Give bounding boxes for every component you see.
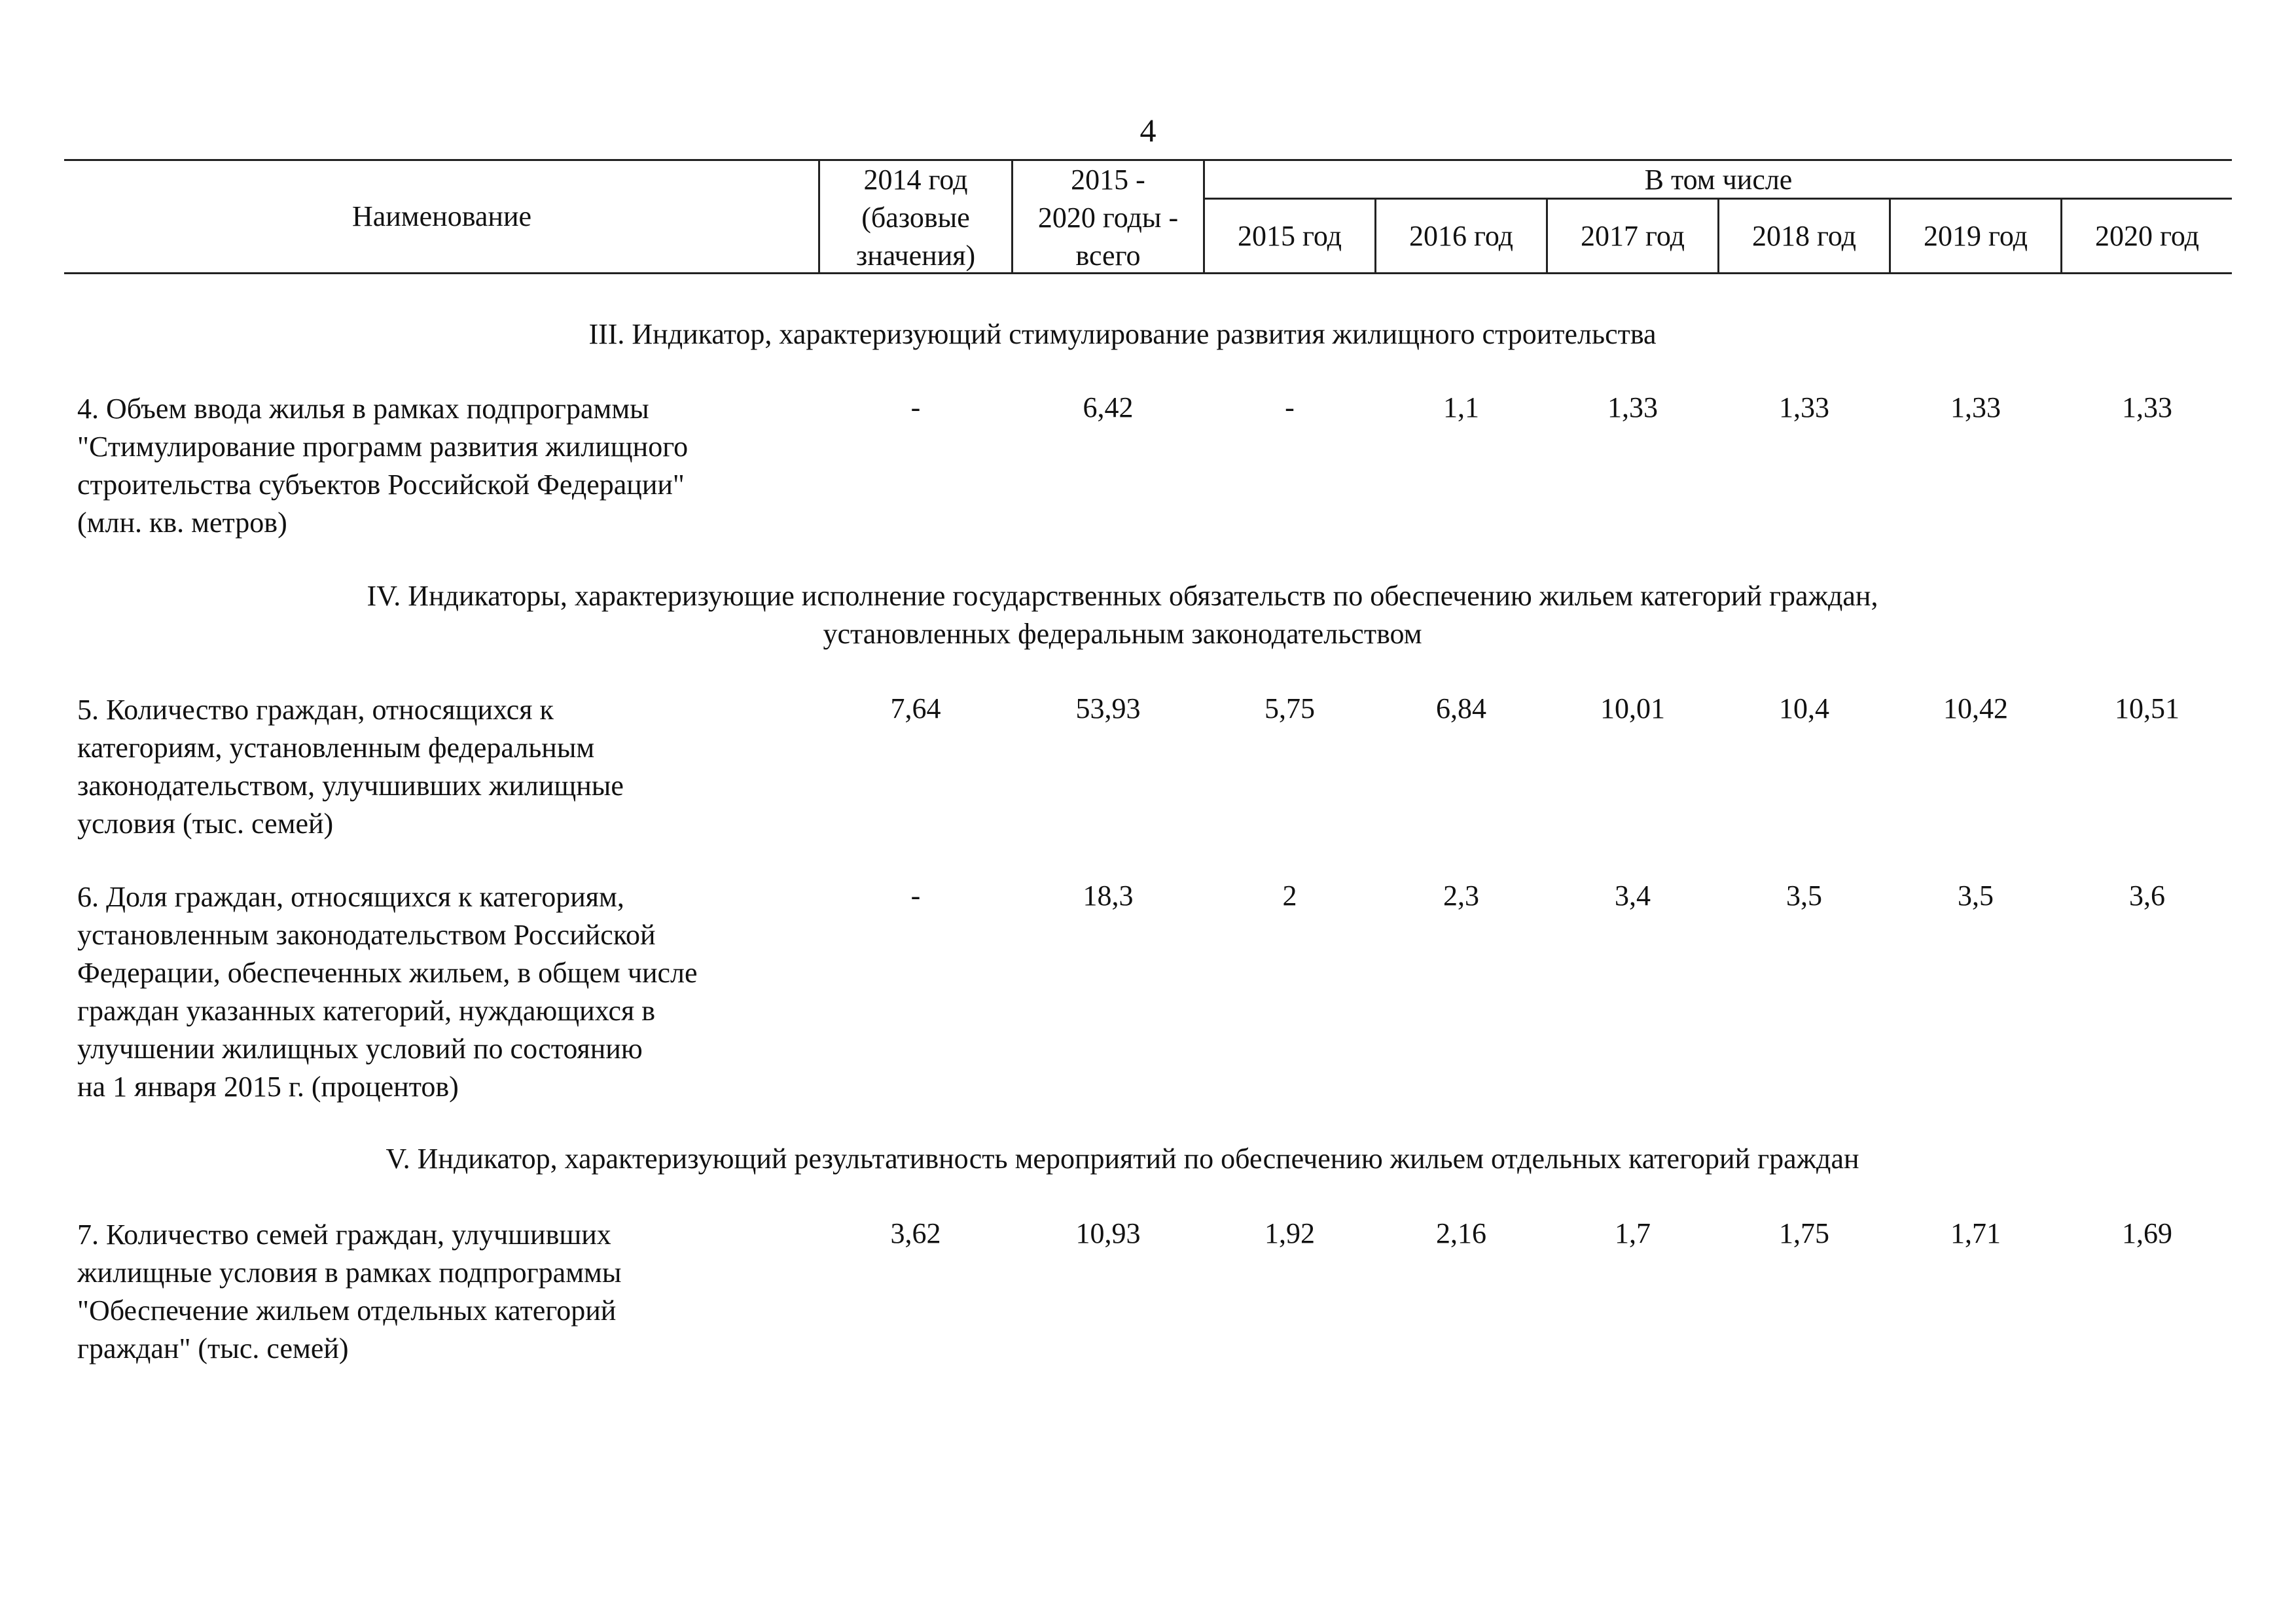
cell-base-2014: - (910, 880, 921, 912)
row-name-line: "Обеспечение жильем отдельных категорий (77, 1294, 617, 1327)
row-name-line: законодательством, улучшивших жилищные (77, 770, 624, 802)
header-total-line: 2015 - (1071, 164, 1145, 196)
row-name-line: строительства субъектов Российской Федерации" (77, 469, 685, 501)
cell-2019: 10,42 (1943, 692, 2008, 724)
cell-2019: 1,33 (1950, 391, 2001, 423)
cell-2016: 2,16 (1436, 1217, 1486, 1249)
header-year-2018: 2018 год (1751, 220, 1857, 252)
cell-2019: 3,5 (1958, 880, 1994, 912)
cell-2016: 6,84 (1436, 692, 1486, 724)
header-year-2015: 2015 год (1237, 220, 1342, 252)
row-name-line: категориям, установленным федеральным (77, 732, 595, 764)
row-name-line: граждан" (тыс. семей) (77, 1332, 349, 1364)
row-name-line: улучшении жилищных условий по состоянию (77, 1033, 643, 1065)
header-total-line: всего (1075, 240, 1141, 272)
cell-2018: 1,75 (1779, 1217, 1829, 1249)
cell-2016: 1,1 (1443, 391, 1479, 423)
header-base-year-line: 2014 год (863, 164, 968, 196)
cell-2018: 10,4 (1779, 692, 1829, 724)
cell-2019: 1,71 (1950, 1217, 2001, 1249)
cell-2017: 3,4 (1615, 880, 1651, 912)
cell-2018: 3,5 (1786, 880, 1822, 912)
row-name-line: 7. Количество семей граждан, улучшивших (77, 1219, 611, 1251)
row-name-line: 4. Объем ввода жилья в рамках подпрограммы (77, 393, 649, 425)
cell-base-2014: 7,64 (890, 692, 941, 724)
cell-2015: 5,75 (1265, 692, 1315, 724)
row-name-line: 6. Доля граждан, относящихся к категориям, (77, 881, 624, 913)
row-name-line: 5. Количество граждан, относящихся к (77, 694, 554, 726)
cell-2017: 10,01 (1600, 692, 1665, 724)
page-number: 4 (1139, 112, 1157, 149)
section-title: III. Индикатор, характеризующий стимулирование развития жилищного строительства (588, 318, 1657, 350)
cell-2015: - (1285, 391, 1295, 423)
cell-total: 53,93 (1075, 692, 1141, 724)
row-name-line: жилищные условия в рамках подпрограммы (77, 1257, 622, 1289)
cell-2020: 1,69 (2122, 1217, 2172, 1249)
header-name: Наименование (351, 200, 532, 232)
row-name-line: граждан указанных категорий, нуждающихся в (77, 995, 656, 1027)
cell-2018: 1,33 (1779, 391, 1829, 423)
cell-total: 18,3 (1083, 880, 1134, 912)
section-title: V. Индикатор, характеризующий результативность мероприятий по обеспечению жильем отдельных категорий граждан (386, 1143, 1859, 1175)
section-title: установленных федеральным законодательством (823, 618, 1422, 650)
cell-2015: 1,92 (1265, 1217, 1315, 1249)
header-year-2020: 2020 год (2094, 220, 2200, 252)
cell-2017: 1,33 (1607, 391, 1658, 423)
row-name-line: на 1 января 2015 г. (процентов) (77, 1071, 459, 1103)
cell-2015: 2 (1282, 880, 1297, 912)
header-base-year-line: значения) (855, 240, 976, 272)
row-name-line: "Стимулирование программ развития жилищного (77, 431, 689, 463)
cell-2020: 10,51 (2115, 692, 2179, 724)
cell-base-2014: 3,62 (890, 1217, 941, 1249)
header-base-year-line: (базовые (861, 202, 970, 234)
header-year-2019: 2019 год (1923, 220, 2028, 252)
cell-total: 6,42 (1083, 391, 1134, 423)
cell-2017: 1,7 (1615, 1217, 1651, 1249)
row-name-line: условия (тыс. семей) (77, 808, 334, 840)
cell-2020: 3,6 (2129, 880, 2165, 912)
cell-base-2014: - (910, 391, 921, 423)
header-including: В том числе (1644, 164, 1793, 196)
row-name-line: (млн. кв. метров) (77, 507, 287, 539)
cell-2016: 2,3 (1443, 880, 1479, 912)
row-name-line: установленным законодательством Российской (77, 919, 656, 951)
row-name-line: Федерации, обеспеченных жильем, в общем числе (77, 957, 698, 989)
section-title: IV. Индикаторы, характеризующие исполнение государственных обязательств по обеспечению жильем категорий граждан, (367, 580, 1878, 612)
header-total-line: 2020 годы - (1037, 202, 1179, 234)
cell-2020: 1,33 (2122, 391, 2172, 423)
cell-total: 10,93 (1075, 1217, 1141, 1249)
header-year-2016: 2016 год (1408, 220, 1514, 252)
header-year-2017: 2017 год (1580, 220, 1685, 252)
